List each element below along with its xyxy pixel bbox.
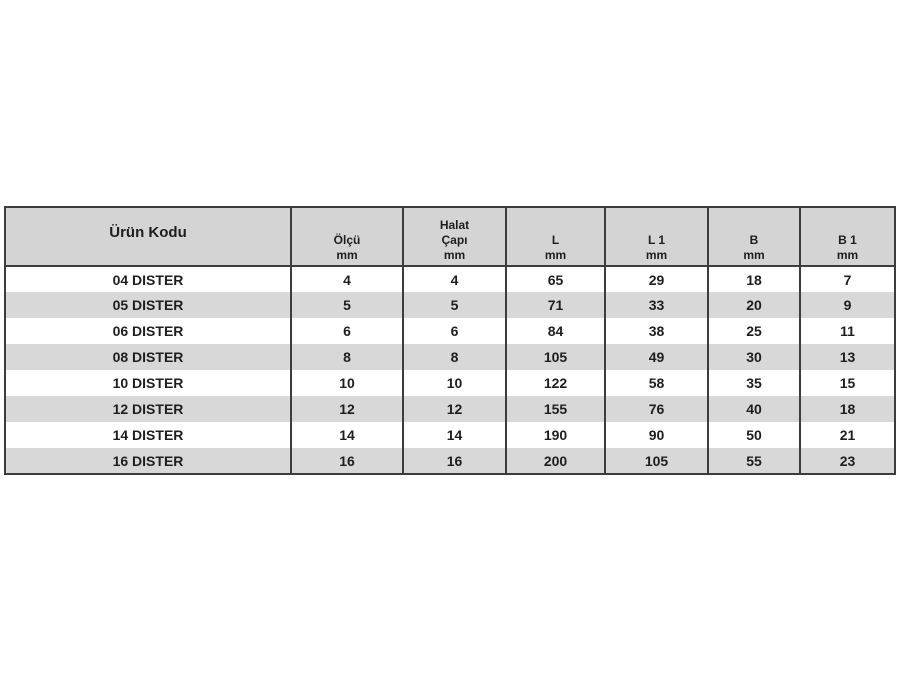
- cell-l1: 90: [605, 422, 708, 448]
- cell-l: 84: [506, 318, 605, 344]
- table-row: [5, 292, 895, 318]
- cell-b1: 21: [800, 422, 895, 448]
- cell-l: 105: [506, 344, 605, 370]
- cell-b1: 23: [800, 448, 895, 474]
- cell-product-code: 16 DISTER: [5, 448, 291, 474]
- cell-b1: 7: [800, 266, 895, 292]
- table-row: [5, 370, 895, 396]
- cell-halat-capi: 12: [403, 396, 506, 422]
- cell-b1: 18: [800, 396, 895, 422]
- cell-halat-capi: 5: [403, 292, 506, 318]
- cell-olcu: 16: [291, 448, 403, 474]
- cell-product-code: 08 DISTER: [5, 344, 291, 370]
- header-label: L: [551, 233, 560, 247]
- cell-l1: 58: [605, 370, 708, 396]
- cell-b1: 11: [800, 318, 895, 344]
- cell-l1: 76: [605, 396, 708, 422]
- cell-halat-capi: 16: [403, 448, 506, 474]
- header-b1: [800, 207, 895, 266]
- table-row: [5, 396, 895, 422]
- cell-b1: 15: [800, 370, 895, 396]
- cell-l1: 49: [605, 344, 708, 370]
- header-unit: mm: [544, 248, 567, 262]
- table-row: [5, 318, 895, 344]
- cell-b: 25: [708, 318, 800, 344]
- cell-b1: 13: [800, 344, 895, 370]
- cell-b: 55: [708, 448, 800, 474]
- cell-l: 122: [506, 370, 605, 396]
- table-row: [5, 422, 895, 448]
- cell-l1: 105: [605, 448, 708, 474]
- cell-halat-capi: 6: [403, 318, 506, 344]
- cell-b: 40: [708, 396, 800, 422]
- header-urun-kodu: [5, 207, 291, 266]
- table-row: [5, 344, 895, 370]
- cell-l: 200: [506, 448, 605, 474]
- cell-l: 65: [506, 266, 605, 292]
- cell-olcu: 4: [291, 266, 403, 292]
- header-b: [708, 207, 800, 266]
- cell-b: 50: [708, 422, 800, 448]
- header-unit: mm: [443, 248, 466, 262]
- cell-b: 35: [708, 370, 800, 396]
- cell-product-code: 14 DISTER: [5, 422, 291, 448]
- cell-l1: 33: [605, 292, 708, 318]
- cell-product-code: 12 DISTER: [5, 396, 291, 422]
- cell-b: 20: [708, 292, 800, 318]
- cell-halat-capi: 8: [403, 344, 506, 370]
- header-label: Çapı: [441, 233, 468, 247]
- cell-product-code: 10 DISTER: [5, 370, 291, 396]
- cell-l: 71: [506, 292, 605, 318]
- cell-halat-capi: 4: [403, 266, 506, 292]
- table-header-row: [5, 207, 895, 266]
- cell-olcu: 8: [291, 344, 403, 370]
- header-l1: [605, 207, 708, 266]
- cell-l: 190: [506, 422, 605, 448]
- header-unit: mm: [336, 248, 358, 262]
- header-unit: mm: [645, 248, 668, 262]
- cell-halat-capi: 14: [403, 422, 506, 448]
- cell-b1: 9: [800, 292, 895, 318]
- header-unit: mm: [836, 248, 859, 262]
- header-unit: mm: [743, 248, 765, 262]
- cell-olcu: 6: [291, 318, 403, 344]
- cell-product-code: 06 DISTER: [5, 318, 291, 344]
- cell-olcu: 14: [291, 422, 403, 448]
- cell-halat-capi: 10: [403, 370, 506, 396]
- header-halat-capi: [403, 207, 506, 266]
- table-row: [5, 266, 895, 292]
- header-label: L 1: [647, 233, 666, 247]
- cell-product-code: 04 DISTER: [5, 266, 291, 292]
- cell-b: 18: [708, 266, 800, 292]
- product-spec-table: [4, 206, 896, 475]
- header-label: Halat: [439, 218, 470, 232]
- cell-olcu: 10: [291, 370, 403, 396]
- cell-l1: 38: [605, 318, 708, 344]
- header-label: B 1: [838, 233, 857, 247]
- header-olcu: [291, 207, 403, 266]
- table-row: [5, 448, 895, 474]
- cell-l: 155: [506, 396, 605, 422]
- cell-olcu: 5: [291, 292, 403, 318]
- header-l: [506, 207, 605, 266]
- cell-olcu: 12: [291, 396, 403, 422]
- cell-l1: 29: [605, 266, 708, 292]
- cell-product-code: 05 DISTER: [5, 292, 291, 318]
- cell-b: 30: [708, 344, 800, 370]
- header-label: Ölçü: [333, 233, 361, 247]
- header-label: Ürün Kodu: [109, 224, 187, 241]
- header-label: B: [749, 233, 759, 247]
